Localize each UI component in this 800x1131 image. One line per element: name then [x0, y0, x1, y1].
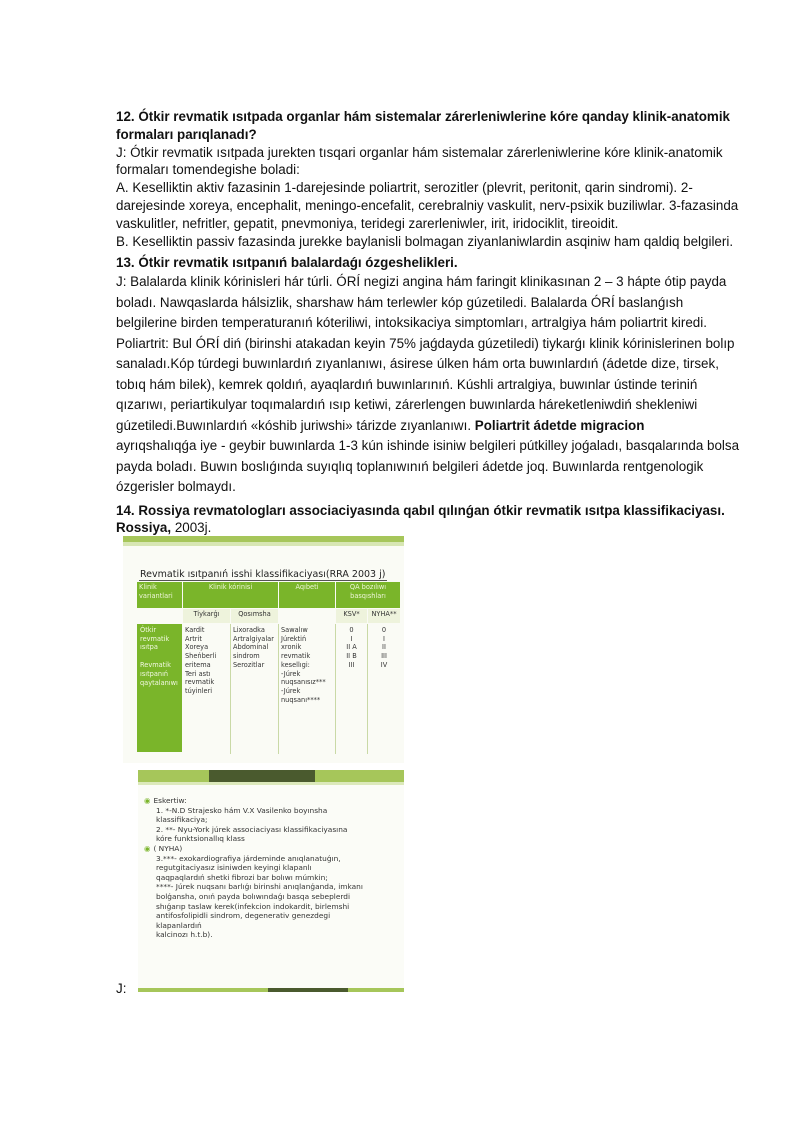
variant-otkir: Ótkir revmatik ısıtpa — [140, 626, 170, 652]
document-body — [116, 108, 746, 537]
tiykargi-item: Sheńberli eritema — [185, 652, 217, 669]
header-aqibeti: Aqıbeti — [279, 582, 335, 608]
question-13-body — [116, 272, 746, 498]
variant-qaytalaniwi: Revmatik ısıtpanıń qaytalanıwı — [140, 661, 178, 687]
subheader-nyha: NYHA** — [368, 609, 400, 623]
aqibeti-item: -Júrek — [281, 669, 301, 678]
aqibeti-item: kesellıgi: — [281, 660, 310, 669]
notes-line: ◉ Eskertiw: — [144, 796, 187, 805]
notes-slide-header-accent — [209, 770, 315, 782]
question-12-title: 12. Ótkir revmatik ısıtpada organlar hám sistemalar zárerleniwlerine kóre qanday klinik-anatomik formaları parıqlanadı? — [116, 109, 730, 142]
notes-line: 1. *-N.D Strajesko hám V.X Vasilenko boyınsha — [156, 805, 328, 815]
header-qa-basqishlari: QA bozılıwı basqıshları — [336, 582, 400, 608]
subheader-qosimsha: Qosımsha — [231, 609, 278, 623]
notes-line: klapanlardıń — [156, 920, 202, 930]
nyha-item: III — [381, 652, 387, 661]
table-divider — [367, 624, 368, 754]
tiykargi-item: Kardit — [185, 626, 205, 634]
question-13-title: 13. Ótkir revmatik ısıtpanıń balalardaǵı ózgeshelikleri. — [116, 255, 458, 271]
question-12-answer-intro: J: Ótkir revmatik ısıtpada jurekten tısqari organlar hám sistemalar zárerleniwlerine kóre klinik-anatomik formaları tomendegishe boladi: — [116, 144, 723, 178]
ksv-item: III — [348, 660, 355, 669]
notes-line: ◉ ( NYHA) — [144, 843, 183, 853]
table-divider — [278, 624, 279, 754]
notes-text — [144, 796, 399, 940]
question-12-point-a: A. Keselliktin aktiv fazasinin 1-darejesinde poliartrit, serozitler (plevrit, peritonit, qarin sindromi). 2-darejesinde xoreya, encephalit, meningo-encefalit, cerebralniy vaskulit, nerv-psixik buziliwlar. 3-fazasinda vaskulitler, nefritler, gepatit, pnevmoniya, teridegi zarerleniwler, irit, iridociklit, tireoidit. — [116, 180, 739, 231]
subheader-ksv: KSV* — [336, 609, 367, 623]
notes-line: 3.***- exokardiografiya járdeminde anıqlanatuǵın, — [156, 853, 341, 863]
tiykargi-item: Artrit — [185, 634, 202, 643]
classification-slide — [123, 536, 404, 763]
nyha-item: IV — [380, 660, 388, 669]
notes-line: shıǵarıp taslaw kerek(infekcion indokardit, birlemshi — [156, 901, 350, 911]
ksv-column — [336, 624, 367, 672]
clinical-variants-cell — [137, 624, 182, 752]
tiykargi-item: Teri astı revmatik túyinleri — [185, 669, 215, 695]
notes-slide-header-band — [138, 782, 404, 785]
notes-line: 2. **- Nyu-York júrek associaciyası klassifikaciyasına — [156, 824, 348, 834]
aqibeti-item: Sawalıw — [281, 626, 308, 634]
question-13-paragraph-2 — [116, 334, 746, 437]
notes-line: kóre funktsionallıq klass — [156, 834, 245, 844]
slide-top-bar-light — [123, 542, 404, 546]
notes-line: regutgitaciyasız isiniwden keyingi klapanlı — [156, 863, 312, 873]
tiykargi-column — [183, 624, 230, 698]
notes-line: ****- Júrek nuqsanı barlıǵı birinshi anıqlanǵanda, imkanı — [156, 882, 363, 892]
question-14-title-bold: 14. Rossiya revmatologları associaciyasında qabıl qılınǵan ótkir revmatik ısıtpa klassifikaciyası. Rossiya, — [116, 502, 725, 536]
answer-label: J: — [116, 981, 127, 996]
nyha-item: II — [382, 643, 386, 652]
qosimsha-column — [231, 624, 281, 672]
table-divider — [230, 624, 231, 754]
question-14-title — [116, 502, 746, 538]
qosimsha-item: Serozitlar — [233, 660, 265, 669]
slide-title: Revmatik ısıtpanıń isshi klassifikaciyası(RRA 2003 j) — [140, 569, 386, 580]
notes-line: kalcinozı h.t.b). — [156, 930, 213, 940]
aqibeti-item: nuqsanı**** — [281, 695, 321, 704]
question-12-point-b: B. Keselliktin passiv fazasinda jurekke baylanisli bolmagan ziyanlaniwlardin asqiniw ham qaldiq belgileri. — [116, 233, 734, 249]
qosimsha-item: Abdominal — [233, 643, 269, 652]
question-13-paragraph-3: ayrıqshalıqǵa iye - geybir buwınlarda 1-3 kún ishinde isiniw belgileri pútkilley joǵaladı, basqalarında bolsa payda boladı. Buwın boslıǵında suyıqlıq toplanıwınıń belgileri ádetde joq. Buwınlarda rentgenologik ózgerisler bolmaydı. — [116, 438, 740, 495]
nyha-column — [368, 624, 400, 672]
table-divider — [335, 624, 336, 754]
nyha-item: 0 — [381, 626, 387, 634]
ksv-item: I — [350, 634, 353, 643]
ksv-item: II B — [346, 652, 357, 661]
notes-line: qaqpaqlardıń shetki fibrozi bar bolıwı múmkin; — [156, 872, 328, 882]
question-14-title-year: 2003j. — [171, 520, 212, 536]
qosimsha-item: Lixoradka — [233, 626, 265, 634]
notes-slide — [138, 770, 404, 992]
header-klinik-variantlari: Klinik variantlari — [137, 582, 182, 608]
poliartrit-bold-text: Poliartrit ádetde migracion — [474, 417, 645, 433]
header-klinik-korinisi: Klinik kórinisi — [183, 582, 278, 608]
bullet-icon: ◉ — [144, 796, 151, 805]
qosimsha-item: Artralgiyalar — [233, 634, 274, 643]
aqibeti-item: nuqsanısız*** — [281, 678, 326, 687]
nyha-item: I — [383, 634, 385, 643]
aqibeti-item: -Júrek — [281, 686, 301, 695]
notes-line: antifosfolipidli sindrom, degenerativ genezdegi — [156, 911, 331, 921]
question-13-paragraph-1: J: Balalarda klinik kórinisleri hár túrli. ÓRÍ negizi angina hám faringit klinikasınan 2 – 3 hápte ótip payda boladı. Nawqaslarda hálsizlik, sharshaw hám terlewler kóp gúzetiledi. Balalarda ÓRÍ baslanǵısh belgilerine birden temperaturanıń kóteriliwi, intoksikaciya simptomları, artralgiya hám poliartrit kiredi. — [116, 274, 727, 331]
notes-slide-footer-accent — [268, 988, 348, 992]
notes-line: klassifikaciya; — [156, 815, 208, 825]
aqibeti-item: xronik — [281, 643, 302, 652]
slide-title-underline — [139, 580, 387, 581]
bullet-icon: ◉ — [144, 843, 151, 853]
aqibeti-column — [279, 624, 335, 706]
qosimsha-item: sindrom — [233, 652, 260, 661]
aqibeti-item: Júrektiń — [281, 634, 307, 643]
ksv-item: II A — [346, 643, 357, 652]
notes-line: bolǵansha, onıń payda bolıwındaǵı basqa sebeplerdi — [156, 891, 351, 901]
aqibeti-item: revmatik — [281, 652, 311, 661]
ksv-item: 0 — [349, 626, 354, 634]
tiykargi-item: Xoreya — [185, 643, 209, 652]
subheader-tiykargi: Tiykarǵı — [183, 609, 230, 623]
poliartrit-text: Poliartrit: Bul ÓRÍ diń (birinshi atakadan keyin 75% jaǵdayda gúzetiledi) tiykarǵı klinik kórinislerinen bolıp sanaladı.Kóp túrdegi buwınlardıń zıyanlanıwı, ásirese úlken hám orta buwınlardıń (ádetde dize, tirsek, tobıq hám bilek), kemrek qoldıń, ayaqlardıń buwınlarınıń. Kúshli artralgiya, buwınlar ústinde teriniń qızarıwı, periartikulyar toqımalardıń ısıp ketiwi, zárerlengen buwınlarda háreketleniwdiń shekleniwi gúzetiledi.Buwınlardıń «kóshib juriwshi» tárizde zıyanlanıwı. — [116, 335, 735, 433]
